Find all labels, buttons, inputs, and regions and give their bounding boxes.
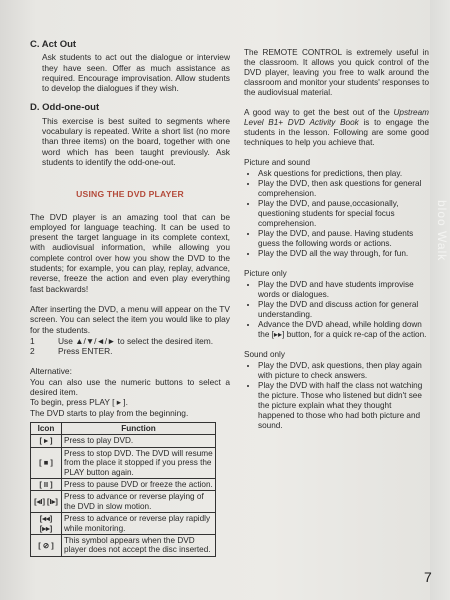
book-title: Upstream Level B1+ DVD Activity Book xyxy=(244,108,429,127)
section-c-body: Ask students to act out the dialogue or interview they have seen. Offer as much assistance as required. Encourage improvisation. Allow students to develop the dialogues if they wish. xyxy=(42,52,230,94)
list-item: • Play the DVD with half the class not watching the picture. Those who listened but didn't see the picture explain what they thought happened to those who had both picture and sound. xyxy=(258,381,429,431)
prohibited-icon: [ ⊘ ] xyxy=(31,534,62,556)
table-row xyxy=(31,534,216,556)
good-way-text-start: A good way to get the best out of the xyxy=(244,108,394,117)
step-text: Press ENTER. xyxy=(58,346,113,357)
table-row xyxy=(31,513,216,535)
section-d-body: This exercise is best suited to segments where vocabulary is repeated. Write a short list (no more than three items) on the board, together with one word which has been taught previously. Ask students to identify the odd-one-out. xyxy=(42,115,230,167)
alternative-text: You can also use the numeric buttons to select a desired item. xyxy=(30,376,230,398)
step-number: 2 xyxy=(30,346,35,357)
slow-motion-icon: [◂I] [I▸] xyxy=(31,491,62,513)
left-column xyxy=(30,40,230,557)
steps-list xyxy=(30,336,230,357)
step-item xyxy=(30,346,230,356)
step-text: Use ▲/▼/◄/► to select the desired item. xyxy=(58,335,214,346)
side-tab xyxy=(430,0,450,600)
remote-control-paragraph: The REMOTE CONTROL is extremely useful in the classroom. It allows you quick control of the DVD player, leaving you free to walk around the classroom and monitor your students' responses to the audiovisual material. xyxy=(244,48,429,97)
header-icon: Icon xyxy=(31,422,62,434)
header-function: Function xyxy=(62,422,216,434)
play-icon: [ ▸ ] xyxy=(31,435,62,447)
begin-text: To begin, press PLAY [ ▸ ]. xyxy=(30,397,128,408)
picture-and-sound-list xyxy=(244,169,429,259)
group-title-picture-only: Picture only xyxy=(244,269,287,278)
list-item: • Play the DVD and have students improvise words or dialogues. xyxy=(258,280,429,300)
group-title-sound-only: Sound only xyxy=(244,350,285,359)
fast-forward-rewind-icon: [◂◂] [▸▸] xyxy=(31,513,62,535)
pause-icon: [ II ] xyxy=(31,478,62,490)
function-text: Press to pause DVD or freeze the action. xyxy=(62,478,216,490)
section-c-title: C. Act Out xyxy=(30,39,77,50)
sound-only-list xyxy=(244,361,429,431)
list-item: • Ask questions for predictions, then play. xyxy=(258,169,429,179)
table-row xyxy=(31,435,216,447)
list-item: • Play the DVD all the way through, for fun. xyxy=(258,249,429,259)
good-way-paragraph xyxy=(244,108,429,148)
side-tab-text: bloo Walk xyxy=(435,200,449,262)
list-item: • Play the DVD, and pause,occasionally, questioning students for special focus comprehension. xyxy=(258,199,429,229)
table-row xyxy=(31,447,216,478)
table-header-row xyxy=(31,422,216,434)
group-title-picture-and-sound: Picture and sound xyxy=(244,158,310,167)
dvd-heading: USING THE DVD PLAYER xyxy=(76,189,184,200)
good-way-text-end: is to engage the students in the lesson. Following are some good techniques to help you achieve that. xyxy=(244,118,429,147)
picture-only-list xyxy=(244,280,429,340)
step-number: 1 xyxy=(30,335,35,346)
stop-icon: [ ■ ] xyxy=(31,447,62,478)
function-text: This symbol appears when the DVD player does not accept the disc inserted. xyxy=(62,534,216,556)
list-item: • Play the DVD, and pause. Having students guess the following words or actions. xyxy=(258,229,429,249)
list-item: • Play the DVD and discuss action for general understanding. xyxy=(258,300,429,320)
page-number: 7 xyxy=(424,569,432,585)
list-item: • Play the DVD, then ask questions for general comprehension. xyxy=(258,179,429,199)
dvd-function-table xyxy=(30,422,216,557)
table-row xyxy=(31,478,216,490)
function-text: Press to advance or reverse playing of the DVD in slow motion. xyxy=(62,491,216,513)
section-d-title: D. Odd-one-out xyxy=(30,102,100,114)
function-text: Press to stop DVD. The DVD will resume from the place it stopped if you press the PLAY button again. xyxy=(62,447,216,478)
table-row xyxy=(31,491,216,513)
step-item xyxy=(30,336,230,346)
starts-text: The DVD starts to play from the beginning. xyxy=(30,407,189,418)
dvd-paragraph-1: The DVD player is an amazing tool that can be employed for language teaching. It can be used to present the target language in its complete context, with audiovisual information, while allowing you complete control over how you show the DVD to the students; for example, you can play, replay, advance, reverse, freeze the action and even play everything fast backwards! xyxy=(30,211,230,294)
function-text: Press to advance or reverse play rapidly while monitoring. xyxy=(62,513,216,535)
list-item: • Advance the DVD ahead, while holding down the [▸▸] button, for a quick re-cap of the action. xyxy=(258,320,429,340)
right-column xyxy=(244,48,429,431)
list-item: • Play the DVD, ask questions, then play again with picture to check answers. xyxy=(258,361,429,381)
function-text: Press to play DVD. xyxy=(62,435,216,447)
alternative-title: Alternative: xyxy=(30,366,72,377)
dvd-paragraph-2: After inserting the DVD, a menu will appear on the TV screen. You can select the item you would like to play for the students. xyxy=(30,303,230,335)
